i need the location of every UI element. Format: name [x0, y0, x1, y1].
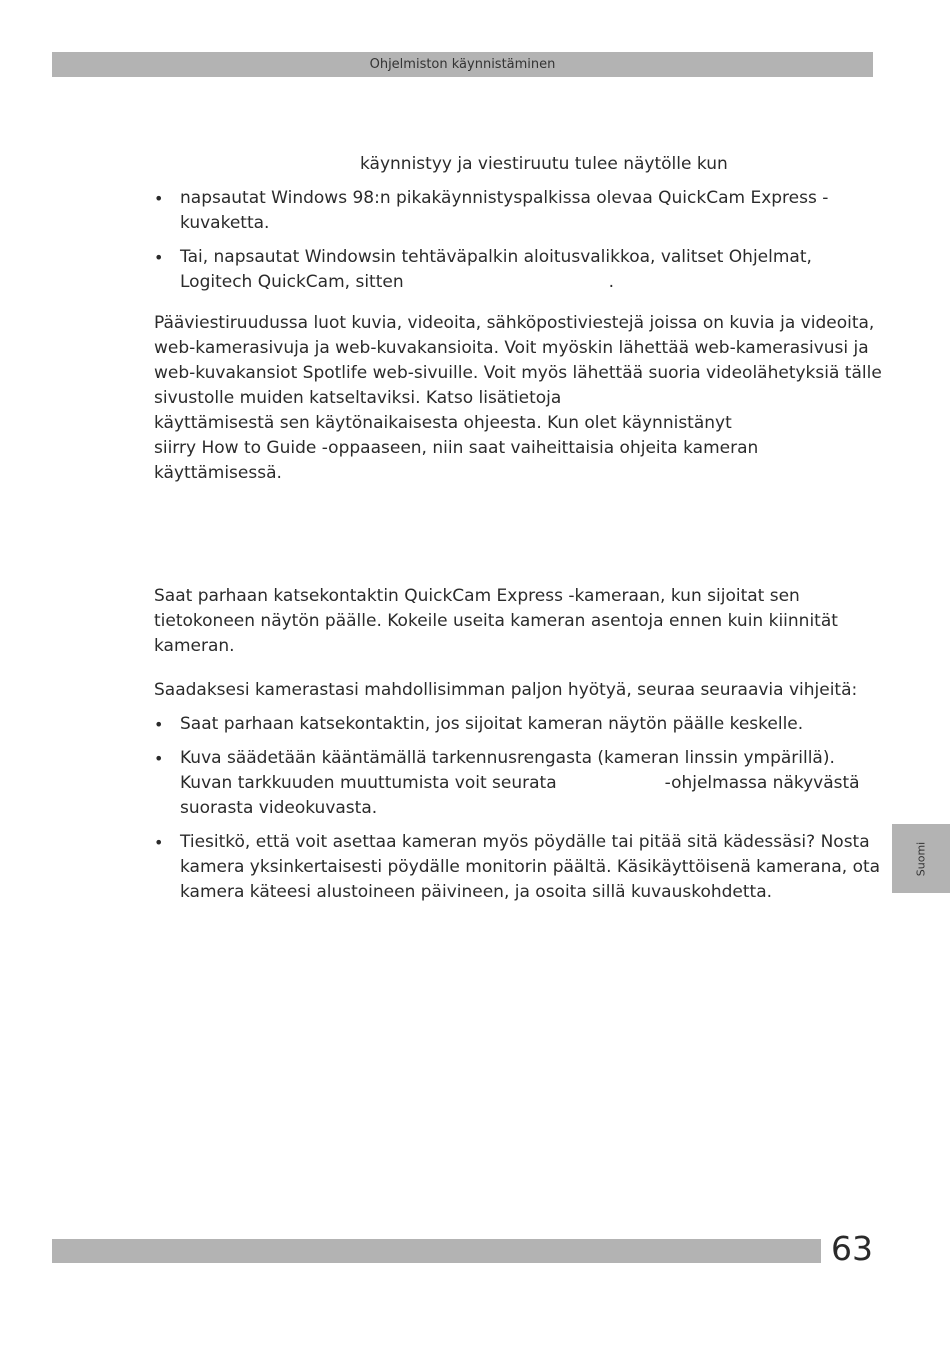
tip-text: Saat parhaan katsekontaktin, jos sijoitat kameran näytön päälle keskelle. [180, 714, 804, 734]
list-item [154, 186, 884, 236]
tips-list [154, 712, 884, 905]
tips-intro: Saadaksesi kamerastasi mahdollisimman paljon hyötyä, seuraa seuraavia vihjeitä: [154, 680, 858, 700]
paragraph-part-c: siirry How to Guide -oppaaseen, niin saat vaiheittaisia ohjeita kameran käyttämisessä. [154, 438, 759, 483]
page-body [154, 152, 884, 914]
paragraph-part-a: Pääviestiruudussa luot kuvia, videoita, sähköpostiviestejä joissa on kuvia ja videoita, web-kamerasivuja ja web-kuvakansioita. Voit myöskin lähettää web-kamerasivusi ja web-kuvakansiot Spotlife web-sivuille. Voit myös lähettää suoria videolähetyksiä tälle sivustolle muiden katseltaviksi. Katso lisätietoja [154, 313, 882, 408]
list-item [154, 830, 884, 905]
list-item [154, 245, 884, 295]
tip-text: Tiesitkö, että voit asettaa kameran myös pöydälle tai pitää sitä kädessäsi? Nosta kamera yksinkertaisesti pöydälle monitorin päältä. Käsikäyttöisenä kamerana, ota kamera käteesi alustoineen päivineen, ja osoita sillä kuvauskohdetta. [180, 832, 881, 902]
tip-text-a: Kuva säädetään kääntämällä tarkennusrengasta (kameran linssin ympärillä). Kuvan tarkkuuden muuttumista voit seurata [180, 748, 835, 793]
tip-text-b: -ohjelmassa näkyvästä suorasta videokuvasta. [180, 773, 860, 818]
camera-placement-paragraph: Saat parhaan katsekontaktin QuickCam Express -kameraan, kun sijoitat sen tietokoneen näytön päälle. Kokeile useita kameran asentoja ennen kuin kiinnität kameran. [154, 586, 838, 656]
main-window-paragraph [154, 311, 884, 486]
intro-line: käynnistyy ja viestiruutu tulee näytölle kun [360, 154, 728, 174]
language-label: Suomi [914, 841, 928, 876]
bullet-text: Tai, napsautat Windowsin tehtäväpalkin aloitusvalikkoa, valitset Ohjelmat, Logitech QuickCam, sitten [180, 247, 812, 292]
list-item [154, 746, 884, 821]
running-header-title: Ohjelmiston käynnistäminen [369, 57, 556, 72]
bullet-end: . [608, 272, 615, 292]
list-item [154, 712, 884, 737]
language-side-tab [892, 824, 950, 893]
bullet-text: napsautat Windows 98:n pikakäynnistyspalkissa olevaa QuickCam Express -kuvaketta. [180, 188, 829, 233]
page-number: 63 [831, 1229, 873, 1268]
running-header-bar [52, 52, 873, 77]
footer-bar [52, 1239, 821, 1263]
paragraph-part-b: käyttämisestä sen käytönaikaisesta ohjeesta. Kun olet käynnistänyt [154, 413, 732, 433]
start-methods-list [154, 186, 884, 295]
